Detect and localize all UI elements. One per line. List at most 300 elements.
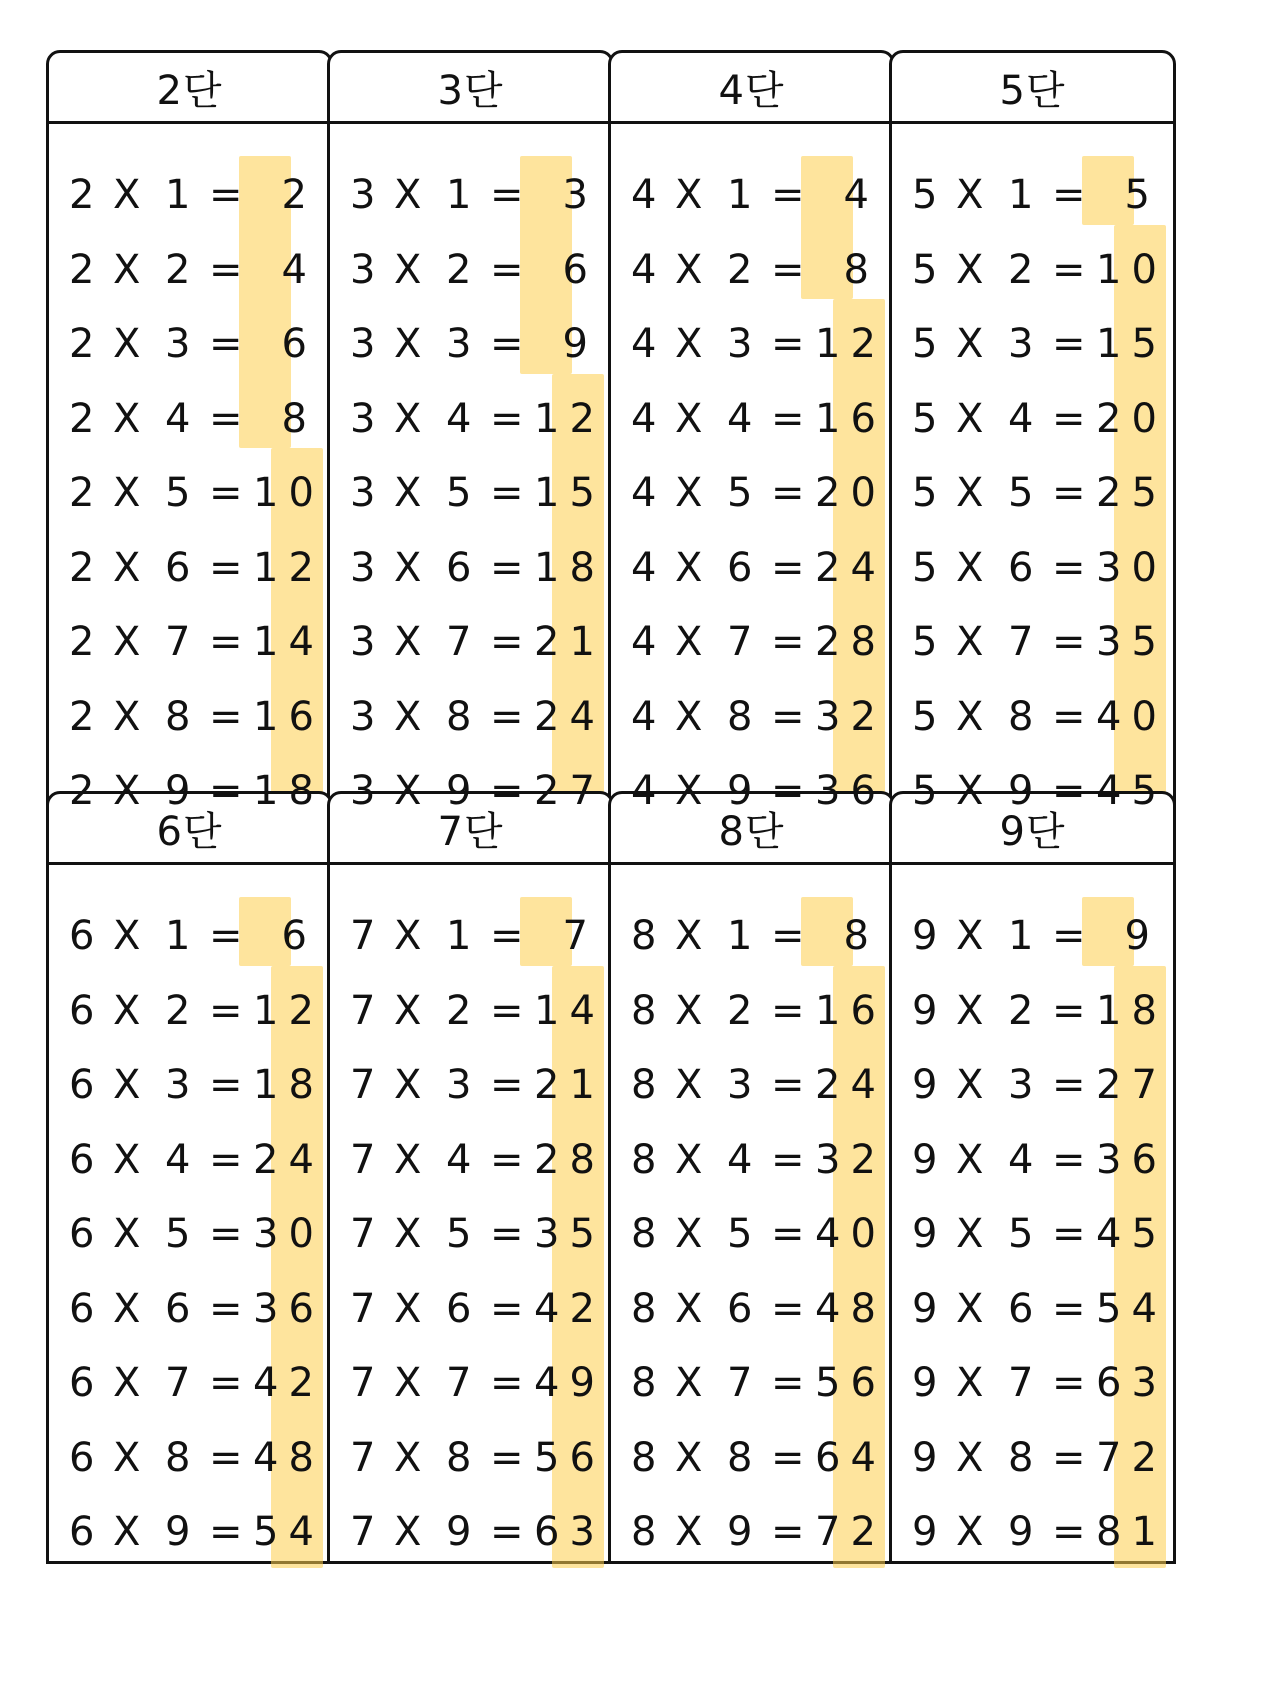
times-sign: X [394,544,422,591]
times-sign: X [956,693,984,740]
times-sign: X [113,987,141,1034]
multiplicand: 6 [69,1360,95,1406]
multiplier: 1 [727,913,753,959]
multiplier: 3 [446,321,472,367]
times-sign: X [956,1509,984,1555]
multiplicand: 5 [912,619,938,665]
multiplier: 8 [727,693,753,740]
times-sign: X [956,1360,984,1406]
equation-row [892,1123,1173,1198]
multiplier: 7 [727,1360,753,1406]
multiplicand: 8 [631,1509,657,1555]
multiplier: 4 [446,1136,472,1183]
multiplicand: 6 [69,1062,95,1108]
product: 28 [534,1136,605,1183]
equals-sign: = [209,172,243,218]
multiplier: 8 [165,1434,191,1481]
equation-row [611,1421,892,1496]
equals-sign: = [490,395,524,442]
equals-sign: = [771,246,805,293]
multiplier: 1 [1008,913,1034,959]
times-table-card [327,791,614,1564]
times-table-card [46,791,333,1564]
equation-row [892,1272,1173,1347]
product: 81 [1096,1509,1167,1555]
multiplier: 3 [165,1062,191,1108]
multiplicand: 8 [631,1285,657,1332]
times-sign: X [394,321,422,367]
product: 56 [815,1360,886,1406]
times-table-card [889,791,1176,1564]
multiplicand: 8 [631,913,657,959]
multiplicand: 8 [631,987,657,1034]
times-sign: X [113,1509,141,1555]
equation-row [49,680,330,755]
equation-row [892,1197,1173,1272]
equation-row [611,456,892,531]
equals-sign: = [1052,246,1086,293]
multiplier: 4 [165,1136,191,1183]
times-sign: X [956,544,984,591]
equals-sign: = [771,321,805,367]
equals-sign: = [1052,1285,1086,1332]
times-sign: X [956,395,984,442]
equation-row [330,754,611,829]
multiplicand: 4 [631,619,657,665]
equals-sign: = [490,172,524,218]
times-sign: X [675,321,703,367]
equation-row [892,974,1173,1049]
times-sign: X [394,987,422,1034]
multiplier: 5 [165,1211,191,1257]
times-sign: X [113,1062,141,1108]
equals-sign: = [490,1285,524,1332]
multiplier: 6 [1008,544,1034,591]
multiplicand: 3 [350,321,376,367]
times-sign: X [113,544,141,591]
multiplier: 4 [1008,395,1034,442]
times-sign: X [394,693,422,740]
product: 45 [1096,768,1167,814]
times-sign: X [675,246,703,293]
times-sign: X [394,395,422,442]
times-sign: X [956,172,984,218]
multiplicand: 9 [912,1285,938,1332]
product: 7 [562,913,598,959]
equals-sign: = [1052,321,1086,367]
product: 16 [253,693,324,740]
times-table-title: 6단 [49,794,330,865]
product: 30 [253,1211,324,1257]
equals-sign: = [1052,1360,1086,1406]
equation-row [611,382,892,457]
times-table-title: 3단 [330,53,611,124]
multiplicand: 7 [350,987,376,1034]
equals-sign: = [490,246,524,293]
equation-row [330,233,611,308]
multiplier: 5 [165,470,191,516]
product: 25 [1096,470,1167,516]
equals-sign: = [490,1509,524,1555]
multiplicand: 2 [69,619,95,665]
equation-row [49,531,330,606]
multiplier: 2 [165,246,191,293]
equals-sign: = [771,544,805,591]
product: 48 [815,1285,886,1332]
times-sign: X [956,768,984,814]
times-sign: X [956,1285,984,1332]
times-sign: X [394,470,422,516]
multiplier: 6 [727,1285,753,1332]
equation-row [892,1421,1173,1496]
times-table-body [49,865,330,1570]
equation-row [611,754,892,829]
times-table-body [49,124,330,829]
equation-row [330,1272,611,1347]
times-sign: X [675,1211,703,1257]
equation-row [49,233,330,308]
multiplier: 2 [446,246,472,293]
multiplier: 5 [727,470,753,516]
times-sign: X [956,987,984,1034]
product: 56 [534,1434,605,1481]
multiplicand: 9 [912,1062,938,1108]
product: 2 [281,172,317,218]
equation-row [611,899,892,974]
equation-row [611,307,892,382]
equation-row [49,974,330,1049]
times-table-card [889,50,1176,823]
product: 20 [1096,395,1167,442]
multiplicand: 2 [69,172,95,218]
product: 12 [253,987,324,1034]
multiplier: 3 [727,1062,753,1108]
equals-sign: = [209,1062,243,1108]
equation-row [49,1346,330,1421]
multiplicand: 2 [69,544,95,591]
equation-row [330,899,611,974]
product: 63 [534,1509,605,1555]
equation-row [330,158,611,233]
multiplicand: 3 [350,395,376,442]
multiplicand: 5 [912,246,938,293]
equals-sign: = [771,1136,805,1183]
product: 30 [1096,544,1167,591]
multiplier: 6 [165,544,191,591]
equation-row [892,1048,1173,1123]
times-table-title: 8단 [611,794,892,865]
multiplier: 6 [165,1285,191,1332]
multiplier: 5 [446,1211,472,1257]
equals-sign: = [490,1211,524,1257]
product: 42 [253,1360,324,1406]
multiplier: 7 [165,1360,191,1406]
equals-sign: = [490,913,524,959]
product: 28 [815,619,886,665]
equals-sign: = [209,987,243,1034]
times-sign: X [675,395,703,442]
equation-row [892,1495,1173,1570]
multiplicand: 4 [631,395,657,442]
equals-sign: = [1052,395,1086,442]
equals-sign: = [209,1360,243,1406]
multiplicand: 9 [912,1509,938,1555]
product: 27 [1096,1062,1167,1108]
times-sign: X [394,1136,422,1183]
multiplicand: 4 [631,544,657,591]
product: 54 [1096,1285,1167,1332]
product: 24 [253,1136,324,1183]
multiplicand: 5 [912,172,938,218]
multiplier: 8 [1008,693,1034,740]
equals-sign: = [1052,619,1086,665]
times-table-title: 7단 [330,794,611,865]
times-sign: X [675,913,703,959]
times-sign: X [675,1136,703,1183]
times-sign: X [394,768,422,814]
equation-row [49,1123,330,1198]
equation-row [892,605,1173,680]
product: 9 [1124,913,1160,959]
equation-row [49,1421,330,1496]
multiplier: 7 [1008,1360,1034,1406]
multiplicand: 2 [69,246,95,293]
equation-row [49,754,330,829]
equation-row [330,1123,611,1198]
equals-sign: = [771,987,805,1034]
equation-row [330,680,611,755]
multiplicand: 8 [631,1360,657,1406]
times-sign: X [675,1360,703,1406]
equation-row [330,605,611,680]
equation-row [330,382,611,457]
multiplicand: 9 [912,1360,938,1406]
equation-row [611,1346,892,1421]
multiplicand: 6 [69,987,95,1034]
equation-row [330,1048,611,1123]
multiplicand: 7 [350,1211,376,1257]
multiplicand: 9 [912,1434,938,1481]
product: 15 [1096,321,1167,367]
equals-sign: = [209,1509,243,1555]
equation-row [49,1048,330,1123]
equals-sign: = [1052,470,1086,516]
multiplicand: 7 [350,913,376,959]
multiplier: 1 [446,913,472,959]
product: 20 [815,470,886,516]
multiplier: 9 [1008,768,1034,814]
multiplicand: 6 [69,1509,95,1555]
product: 12 [534,395,605,442]
multiplicand: 4 [631,768,657,814]
times-sign: X [394,1360,422,1406]
equals-sign: = [771,470,805,516]
equals-sign: = [771,1360,805,1406]
times-sign: X [956,1062,984,1108]
multiplier: 3 [1008,1062,1034,1108]
multiplicand: 5 [912,768,938,814]
equals-sign: = [490,544,524,591]
times-table-body [611,124,892,829]
product: 40 [815,1211,886,1257]
equals-sign: = [1052,1211,1086,1257]
equation-row [892,382,1173,457]
product: 16 [815,395,886,442]
equals-sign: = [209,768,243,814]
times-sign: X [394,913,422,959]
multiplicand: 5 [912,544,938,591]
times-sign: X [675,470,703,516]
product: 9 [562,321,598,367]
multiplicand: 6 [69,1211,95,1257]
product: 8 [843,246,879,293]
product: 12 [253,544,324,591]
times-sign: X [956,913,984,959]
equals-sign: = [1052,172,1086,218]
multiplicand: 4 [631,470,657,516]
multiplicand: 8 [631,1434,657,1481]
multiplier: 5 [446,470,472,516]
product: 64 [815,1434,886,1481]
equals-sign: = [209,544,243,591]
multiplier: 8 [727,1434,753,1481]
multiplicand: 3 [350,172,376,218]
product: 36 [253,1285,324,1332]
multiplier: 5 [1008,470,1034,516]
product: 54 [253,1509,324,1555]
product: 32 [815,693,886,740]
equation-row [49,1495,330,1570]
equals-sign: = [490,1434,524,1481]
times-table-title: 5단 [892,53,1173,124]
multiplier: 7 [1008,619,1034,665]
equation-row [892,531,1173,606]
multiplicand: 8 [631,1136,657,1183]
times-sign: X [113,1360,141,1406]
equation-row [611,1495,892,1570]
product: 32 [815,1136,886,1183]
equation-row [611,531,892,606]
product: 21 [534,1062,605,1108]
equation-row [892,1346,1173,1421]
multiplier: 7 [165,619,191,665]
equation-row [49,456,330,531]
product: 18 [253,1062,324,1108]
multiplier: 8 [446,693,472,740]
times-sign: X [394,246,422,293]
multiplier: 2 [727,246,753,293]
equals-sign: = [1052,1136,1086,1183]
multiplicand: 4 [631,321,657,367]
product: 12 [815,321,886,367]
equation-row [892,754,1173,829]
equation-row [611,233,892,308]
equation-row [892,456,1173,531]
product: 6 [281,321,317,367]
times-sign: X [675,1062,703,1108]
multiplicand: 6 [69,1285,95,1332]
times-table-body [330,865,611,1570]
times-sign: X [113,768,141,814]
equation-row [330,1421,611,1496]
times-sign: X [113,395,141,442]
times-sign: X [394,172,422,218]
equation-row [892,680,1173,755]
product: 24 [815,544,886,591]
equals-sign: = [771,693,805,740]
product: 18 [1096,987,1167,1034]
times-sign: X [394,1211,422,1257]
product: 6 [281,913,317,959]
product: 35 [534,1211,605,1257]
multiplier: 9 [165,768,191,814]
multiplicand: 2 [69,768,95,814]
equation-row [330,1495,611,1570]
equals-sign: = [771,1285,805,1332]
equals-sign: = [1052,544,1086,591]
multiplicand: 7 [350,1062,376,1108]
multiplier: 8 [446,1434,472,1481]
equals-sign: = [490,470,524,516]
multiplier: 8 [1008,1434,1034,1481]
equals-sign: = [771,768,805,814]
times-sign: X [113,693,141,740]
multiplicand: 6 [69,913,95,959]
multiplicand: 5 [912,321,938,367]
equation-row [611,1272,892,1347]
times-sign: X [675,1434,703,1481]
multiplier: 2 [165,987,191,1034]
product: 49 [534,1360,605,1406]
equation-row [892,307,1173,382]
multiplier: 9 [446,768,472,814]
multiplier: 8 [165,693,191,740]
times-sign: X [113,246,141,293]
multiplier: 3 [1008,321,1034,367]
equation-row [49,158,330,233]
equation-row [330,307,611,382]
equals-sign: = [490,1062,524,1108]
product: 36 [1096,1136,1167,1183]
times-table-card [327,50,614,823]
multiplier: 9 [1008,1509,1034,1555]
product: 4 [281,246,317,293]
multiplicand: 3 [350,619,376,665]
equals-sign: = [209,395,243,442]
equals-sign: = [209,470,243,516]
multiplier: 1 [727,172,753,218]
equals-sign: = [1052,768,1086,814]
equation-row [892,233,1173,308]
equation-row [611,680,892,755]
equals-sign: = [1052,1509,1086,1555]
equation-row [330,1346,611,1421]
multiplicand: 8 [631,1211,657,1257]
equals-sign: = [771,619,805,665]
product: 63 [1096,1360,1167,1406]
multiplier: 9 [727,1509,753,1555]
times-sign: X [394,619,422,665]
times-sign: X [113,1434,141,1481]
multiplicand: 3 [350,544,376,591]
equals-sign: = [490,1136,524,1183]
equals-sign: = [771,1434,805,1481]
multiplicand: 2 [69,395,95,442]
times-sign: X [113,470,141,516]
multiplicand: 3 [350,246,376,293]
multiplicand: 4 [631,693,657,740]
times-sign: X [956,1434,984,1481]
